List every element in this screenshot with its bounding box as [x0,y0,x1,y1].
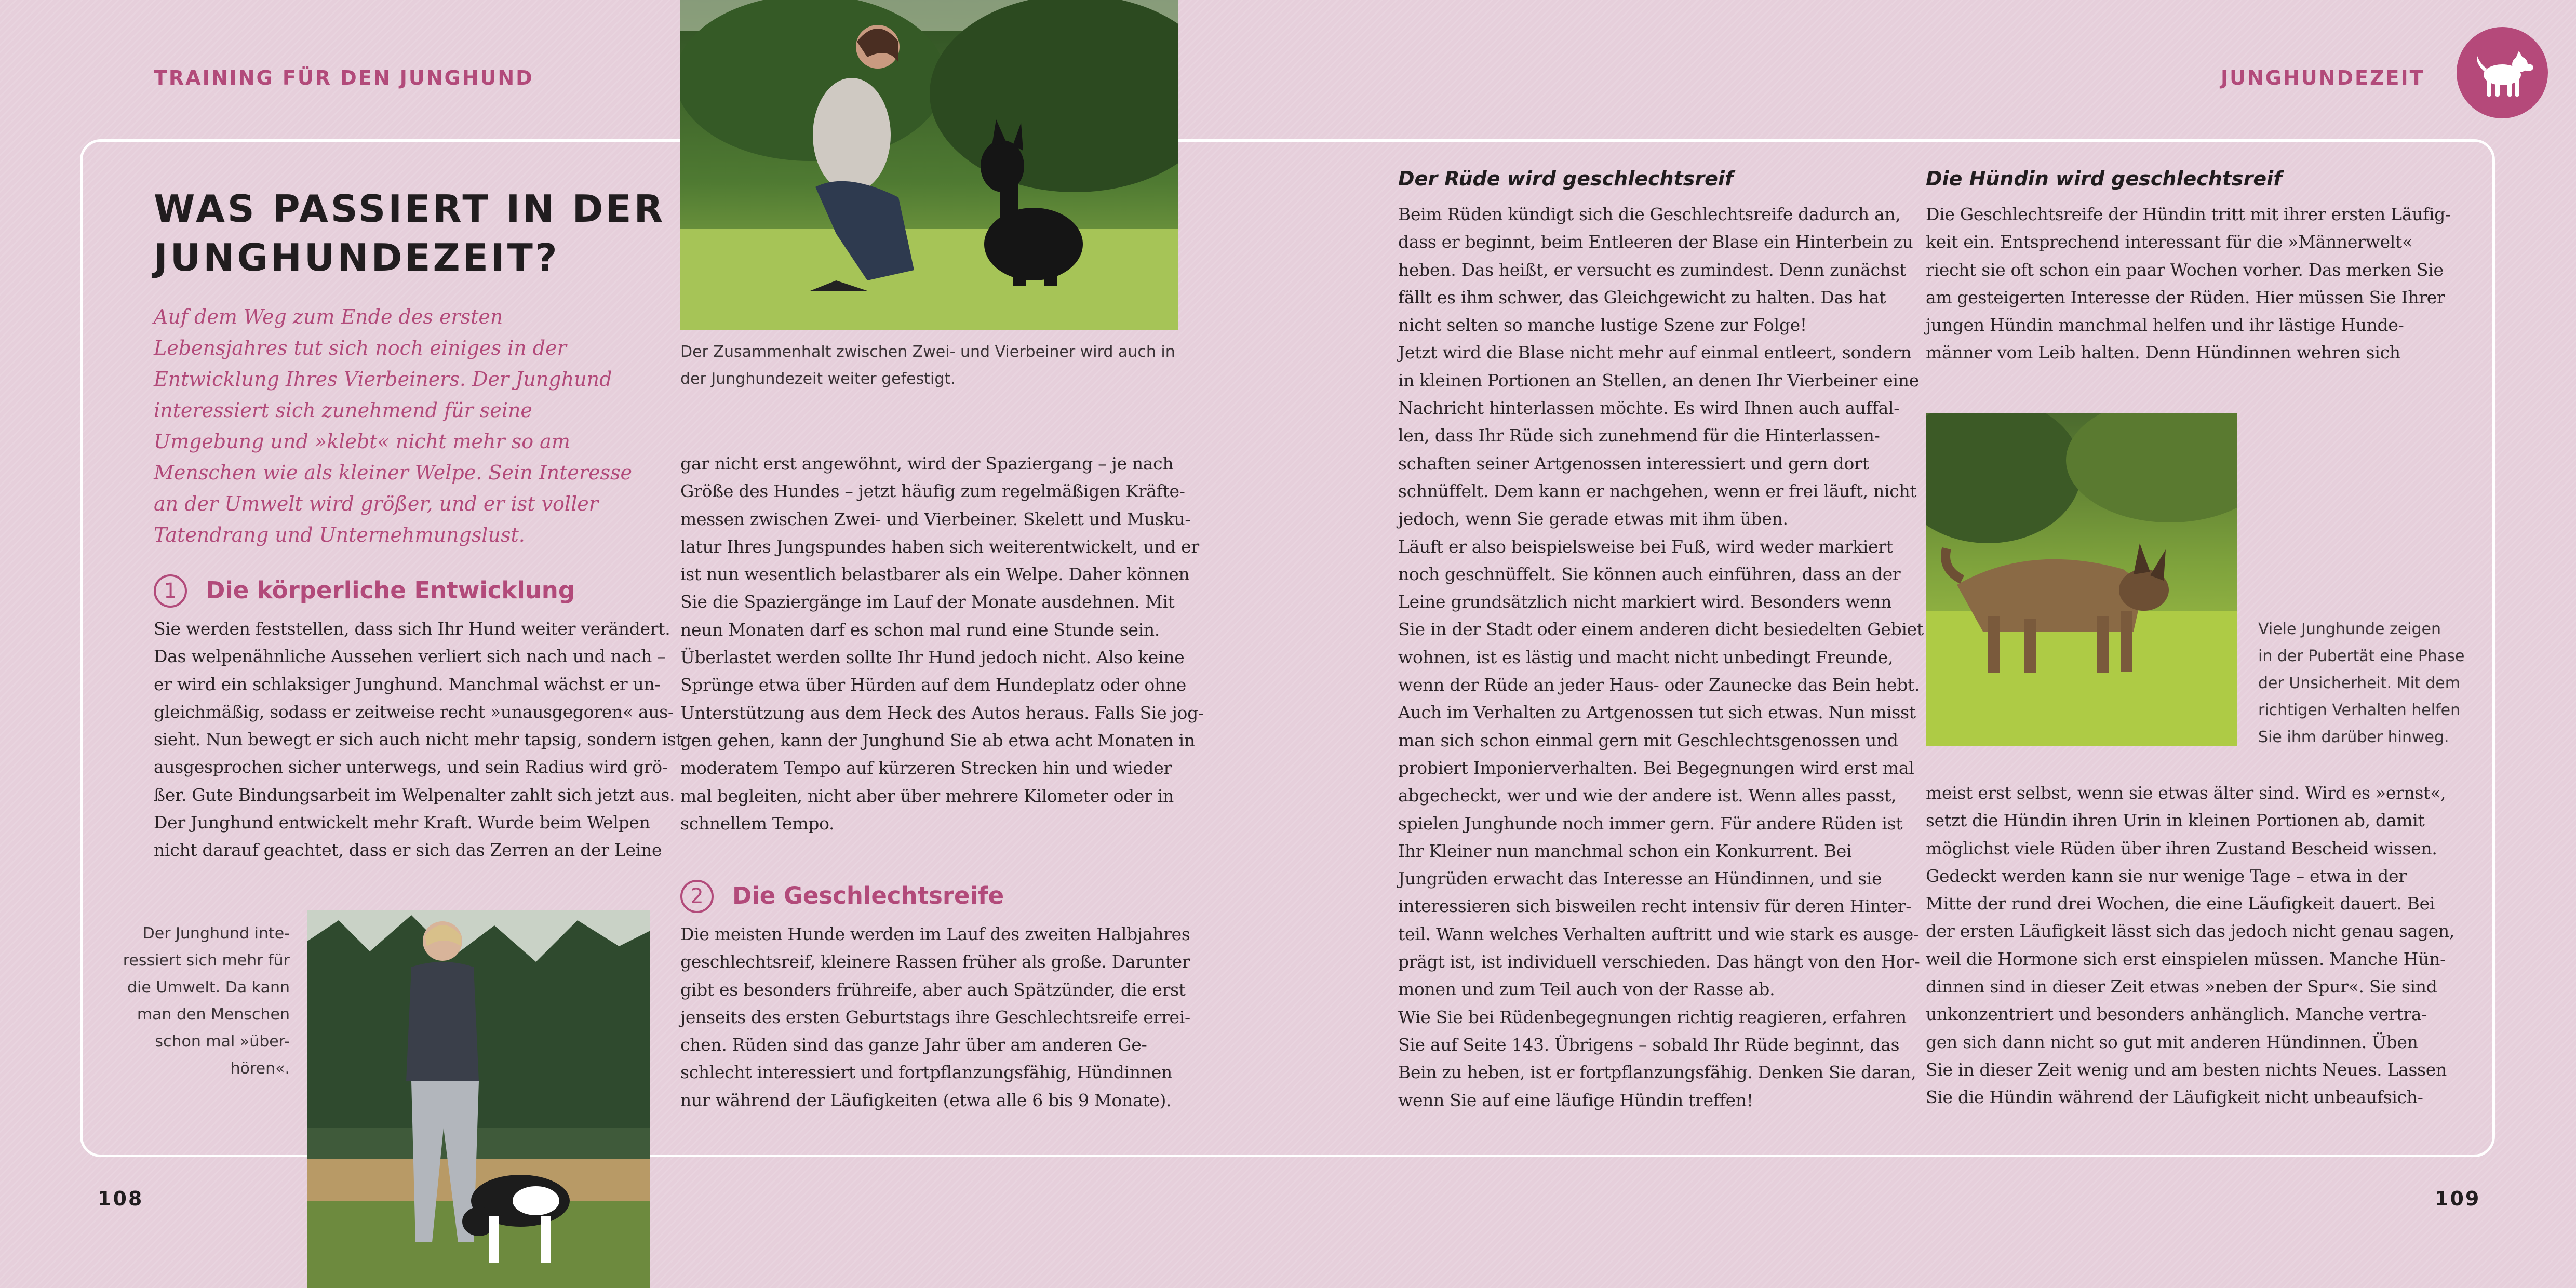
section-heading-2 [680,880,1148,917]
page-title: WAS PASSIERT IN DER JUNGHUNDEZEIT? [154,187,666,279]
subheading-male: Der Rüde wird geschlechtsreif [1398,167,1734,190]
page-number-right: 109 [2435,1187,2481,1210]
subheading-female: Die Hündin wird geschlechtsreif [1926,167,2282,190]
photo-caption-top: Der Zusammenhalt zwischen Zwei- und Vierbeiner wird auch in der Junghundezeit weiter gefestigt. [680,343,1175,388]
photo-woman-kneeling-with-dog [680,0,1178,330]
body-text-col2: gar nicht erst angewöhnt, wird der Spaziergang – je nach Größe des Hundes – jetzt häufig zum regelmäßigen Kräfte- messen zwischen Zwei- und Vierbeiner. Skelett und Musku- latur Ihres Jungspundes haben sich weiterentwickelt, und er ist nun wesentlich belastbarer als ein Welpe. Daher können Sie die Spaziergänge im Lauf der Monate ausdehnen. Mit neun Monaten darf es schon mal rund eine Stunde sein. Überlastet werden sollte Ihr Hund jedoch nicht. Also keine Sprünge etwa über Hürden auf dem Hundeplatz oder ohne Unterstützung aus dem Heck des Autos heraus. Falls Sie jog- gen gehen, kann der Junghund Sie ab etwa acht Monaten in moderatem Tempo auf kürzeren Strecken hin und wieder mal begleiten, nicht aber über mehrere Kilometer oder in schnellem Tempo. [680,453,1204,834]
section-number-2: 2 [680,880,714,913]
chapter-badge [2457,27,2548,118]
photo-woman-walking-with-puppy [307,910,650,1288]
section-title-1: Die körperliche Entwicklung [206,576,575,604]
body-text-col4-bottom: meist erst selbst, wenn sie etwas älter sind. Wird es »ernst«, setzt die Hündin ihren Urin in kleinen Portionen ab, damit möglichst viele Rüden über ihren Zustand Bescheid wissen. Gedeckt werden kann sie nur wenige Tage – etwa in der Mitte der rund drei Wochen, die eine Läufigkeit dauert. Bei der ersten Läufigkeit lässt sich das jedoch nicht genau sagen, weil die Hormone sich erst einspielen müssen. Manche Hün- dinnen sind in dieser Zeit etwas »neben der Spur«. Sie sind unkonzentriert und besonders anhänglich. Manche vertra- gen sich dann nicht so gut mit anderen Hündinnen. Üben Sie in dieser Zeit wenig und am besten nichts Neues. Lassen Sie die Hündin während der Läufigkeit nicht unbeaufsich- [1926,783,2455,1108]
section-number-1: 1 [154,574,187,608]
body-text-col4-top: Die Geschlechtsreife der Hündin tritt mit ihrer ersten Läufig- keit ein. Entsprechend interessant für die »Männerwelt« riecht sie oft schon ein paar Wochen vorher. Das merken Sie am gesteigerten Interesse der Rüden. Hier müssen Sie Ihrer jungen Hündin manchmal helfen und ihr lästige Hunde- männer vom Leib halten. Denn Hündinnen wehren sich [1926,204,2451,363]
body-text-col3: Beim Rüden kündigt sich die Geschlechtsreife dadurch an, dass er beginnt, beim Entleeren der Blase ein Hinterbein zu heben. Das heißt, er versucht es zumindest. Denn zunächst fällt es ihm schwer, das Gleichgewicht zu halten. Das hat nicht selten so manche lustige Szene zur Folge! Jetzt wird die Blase nicht mehr auf einmal entleert, sondern in kleinen Portionen an Stellen, an denen Ihr Vierbeiner eine Nachricht hinterlassen möchte. Es wird Ihnen auch auffal- len, dass Ihr Rüde sich zunehmend für die Hinterlassen- schaften seiner Artgenossen interessiert und gern dort schnüffelt. Dem kann er nachgehen, wenn er frei läuft, nicht jedoch, wenn Sie gerade etwas mit ihm üben. Läuft er also beispielsweise bei Fuß, wird weder markiert noch geschnüffelt. Sie können auch einführen, dass an der Leine grundsätzlich nicht markiert wird. Besonders wenn Sie in der Stadt oder einem anderen dicht besiedelten Gebiet wohnen, ist es lästig und macht nicht unbedingt Freunde, wenn der Rüde an jeder Haus- oder Zaunecke das Bein hebt. Auch im Verhalten zu Artgenossen tut sich etwas. Nun misst man sich schon einmal gern mit Geschlechtsgenossen und probiert Imponierverhalten. Bei Begegnungen wird erst mal abgecheckt, wer und wie der andere ist. Wenn alles passt, spielen Junghunde noch immer gern. Für andere Rüden ist Ihr Kleiner nun manchmal schon ein Konkurrent. Bei Jungrüden erwacht das Interesse an Hündinnen, und sie interessieren sich bisweilen recht intensiv für deren Hinter- teil. Wann welches Verhalten auftritt und wie stark es ausge- prägt ist, ist individuell verschieden. Das hängt von den Hor- monen und zum Teil auch von der Rasse ab. Wie Sie bei Rüdenbegegnungen richtig reagieren, erfahren Sie auf Seite 143. Übrigens – sobald Ihr Rüde beginnt, das Bein zu heben, ist er fortpflanzungsfähig. Denken Sie daran, wenn Sie auf eine läufige Hündin treffen! [1398,204,1924,1110]
running-header-left: TRAINING FÜR DEN JUNGHUND [154,66,534,89]
section-title-2: Die Geschlechtsreife [732,882,1004,909]
page-number-left: 108 [98,1187,144,1210]
photo-caption-left: Der Junghund inte- ressiert sich mehr für die Umwelt. Da kann man den Menschen schon mal »über- hören«. [123,924,290,1078]
dog-icon [2457,27,2548,118]
photo-caption-right: Viele Junghunde zeigen in der Pubertät eine Phase der Unsicherheit. Mit dem richtigen Verhalten helfen Sie ihm darüber hinweg. [2258,620,2465,746]
intro-paragraph: Auf dem Weg zum Ende des ersten Lebensjahres tut sich noch einiges in der Entwicklung Ihres Vierbeiners. Der Junghund interessiert sich zunehmend für seine Umgebung und »klebt« nicht mehr so am Menschen wie als kleiner Welpe. Sein Interesse an der Umwelt wird größer, und er ist voller Tatendrang und Unternehmungslust. [154,305,633,546]
body-text-col2-section2: Die meisten Hunde werden im Lauf des zweiten Halbjahres geschlechtsreif, kleinere Rassen früher als große. Darunter gibt es besonders frühreife, aber auch Spätzünder, die erst jenseits des ersten Geburtstags ihre Geschlechtsreife errei- chen. Rüden sind das ganze Jahr über am anderen Ge- schlecht interessiert und fortpflanzungsfähig, Hündinnen nur während der Läufigkeiten (etwa alle 6 bis 9 Monate). [680,924,1190,1110]
running-header-right: JUNGHUNDEZEIT [2221,66,2425,89]
body-text-col1: Sie werden feststellen, dass sich Ihr Hund weiter verändert. Das welpenähnliche Aussehen verliert sich nach und nach – er wird ein schlaksiger Junghund. Manchmal wächst er un- gleichmäßig, sodass er zeitweise recht »unausgegoren« aus- sieht. Nun bewegt er sich auch nicht mehr tapsig, sondern ist ausgesprochen sicher unterwegs, und sein Radius wird grö- ßer. Gute Bindungsarbeit im Welpenalter zahlt sich jetzt aus. Der Junghund entwickelt mehr Kraft. Wurde beim Welpen nicht darauf geachtet, dass er sich das Zerren an der Leine [154,619,683,861]
photo-young-shepherd-dog-in-meadow [1926,413,2237,746]
section-heading-1 [154,574,673,612]
